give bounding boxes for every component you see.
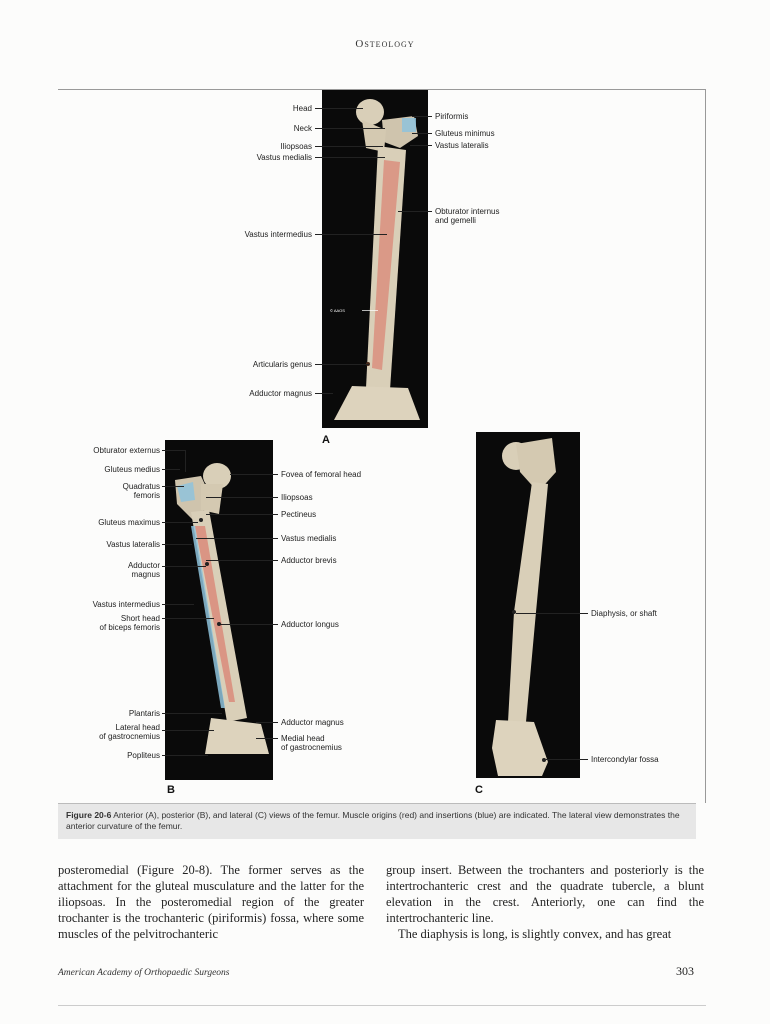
leader-line (162, 618, 214, 619)
leader-line (206, 514, 278, 515)
caption-label: Figure 20-6 (66, 810, 112, 820)
label-vastus-medialis-b: Vastus medialis (281, 534, 337, 543)
label-lateral-head-gastrocnemius: Lateral head of gastrocnemius (99, 723, 160, 741)
label-intercondylar-fossa: Intercondylar fossa (591, 755, 659, 764)
label-gluteus-medius: Gluteus medius (104, 465, 160, 474)
caption-text: Anterior (A), posterior (B), and lateral (C) views of the femur. Muscle origins (red) and insertions (blue) are indicated. The lateral view demonstrates the anterior curvature of the femur. (66, 810, 680, 831)
label-medial-head-gastrocnemius: Medial head of gastrocnemius (281, 734, 342, 752)
panel-a-photo (322, 90, 428, 428)
label-obturator-externus: Obturator externus (93, 446, 160, 455)
leader-line (220, 624, 278, 625)
label-fovea-femoral-head: Fovea of femoral head (281, 470, 362, 479)
leader-line (162, 522, 198, 523)
label-vastus-intermedius-a: Vastus intermedius (244, 230, 312, 239)
leader-line (256, 738, 278, 739)
femur-anterior-illustration (322, 90, 428, 428)
label-diaphysis: Diaphysis, or shaft (591, 609, 657, 618)
figure-caption (58, 803, 696, 839)
leader-line (516, 613, 588, 614)
body-right-column (386, 862, 704, 942)
leader-line (162, 755, 208, 756)
panel-b-photo (165, 440, 273, 780)
leader-line (162, 450, 186, 451)
label-gluteus-maximus: Gluteus maximus (98, 518, 160, 527)
label-head: Head (292, 104, 312, 113)
leader-line (315, 108, 363, 109)
running-header: Osteology (355, 38, 415, 50)
label-neck: Neck (293, 124, 312, 133)
label-pectineus: Pectineus (281, 510, 317, 519)
panel-letter-a: A (322, 434, 330, 446)
label-iliopsoas-a: Iliopsoas (280, 142, 312, 151)
leader-line (162, 604, 194, 605)
panel-c-photo (476, 432, 580, 778)
label-vastus-intermedius-b: Vastus intermedius (92, 600, 160, 609)
leader-line (162, 713, 222, 714)
leader-line (230, 474, 278, 475)
label-plantaris: Plantaris (128, 709, 160, 718)
leader-line (315, 157, 385, 158)
leader-line (315, 364, 369, 365)
label-articularis-genus: Articularis genus (252, 360, 312, 369)
body-right-paragraph-1: group insert. Between the trochanters and posteriorly is the intertrochanteric crest and the quadrate tubercle, a blunt elevation in the crest. Anteriorly, one can find the intertrochanteric line. (386, 863, 704, 925)
leader-line (162, 469, 180, 470)
label-iliopsoas-b: Iliopsoas (281, 493, 313, 502)
leader-line (206, 497, 278, 498)
label-vastus-medialis-a: Vastus medialis (256, 153, 312, 162)
label-vastus-lateralis-b: Vastus lateralis (106, 540, 160, 549)
leader-line (315, 393, 333, 394)
panel-letter-b: B (167, 784, 175, 796)
leader-line (412, 116, 432, 117)
leader-line (185, 450, 186, 472)
body-right-paragraph-2: The diaphysis is long, is slightly convex, and has great (398, 927, 672, 941)
leader-line (412, 133, 432, 134)
bottom-rule (58, 1005, 706, 1006)
panel-letter-c: C (475, 784, 483, 796)
leader-line (206, 560, 278, 561)
body-left-column: posteromedial (Figure 20-8). The former serves as the attachment for the gluteal musculature and the latter for the iliopsoas. In the posteromedial region of the greater trochanter is the trochanteric (piriformis) fossa, where some muscles of the pelvitrochanteric (58, 863, 364, 941)
leader-line (162, 730, 214, 731)
label-adductor-longus: Adductor longus (281, 620, 339, 629)
page-number: 303 (676, 964, 694, 978)
label-short-head-biceps: Short head of biceps femoris (99, 614, 160, 632)
leader-line (256, 722, 278, 723)
label-piriformis: Piriformis (435, 112, 469, 121)
watermark: © AAOS (330, 308, 345, 313)
label-adductor-magnus-a: Adductor magnus (249, 389, 312, 398)
leader-line (315, 146, 383, 147)
label-obturator-internus: Obturator internus and gemelli (435, 207, 500, 225)
leader-line (410, 145, 432, 146)
leader-line (546, 759, 588, 760)
label-adductor-brevis: Adductor brevis (281, 556, 337, 565)
label-popliteus: Popliteus (127, 751, 160, 760)
footer-publisher: American Academy of Orthopaedic Surgeons (58, 968, 230, 978)
right-rule (705, 89, 706, 803)
leader-line (162, 566, 206, 567)
label-adductor-magnus-b-right: Adductor magnus (281, 718, 344, 727)
leader-line (162, 486, 184, 487)
leader-line (398, 211, 432, 212)
label-adductor-magnus-b-left: Adductor magnus (127, 561, 160, 579)
leader-line (315, 234, 387, 235)
leader-line (162, 544, 192, 545)
leader-line (196, 538, 278, 539)
femur-posterior-illustration (165, 440, 273, 780)
label-vastus-lateralis-a: Vastus lateralis (435, 141, 489, 150)
label-quadratus-femoris: Quadratus femoris (122, 482, 160, 500)
label-gluteus-minimus: Gluteus minimus (435, 129, 495, 138)
leader-line (315, 128, 385, 129)
femur-lateral-illustration (476, 432, 580, 778)
